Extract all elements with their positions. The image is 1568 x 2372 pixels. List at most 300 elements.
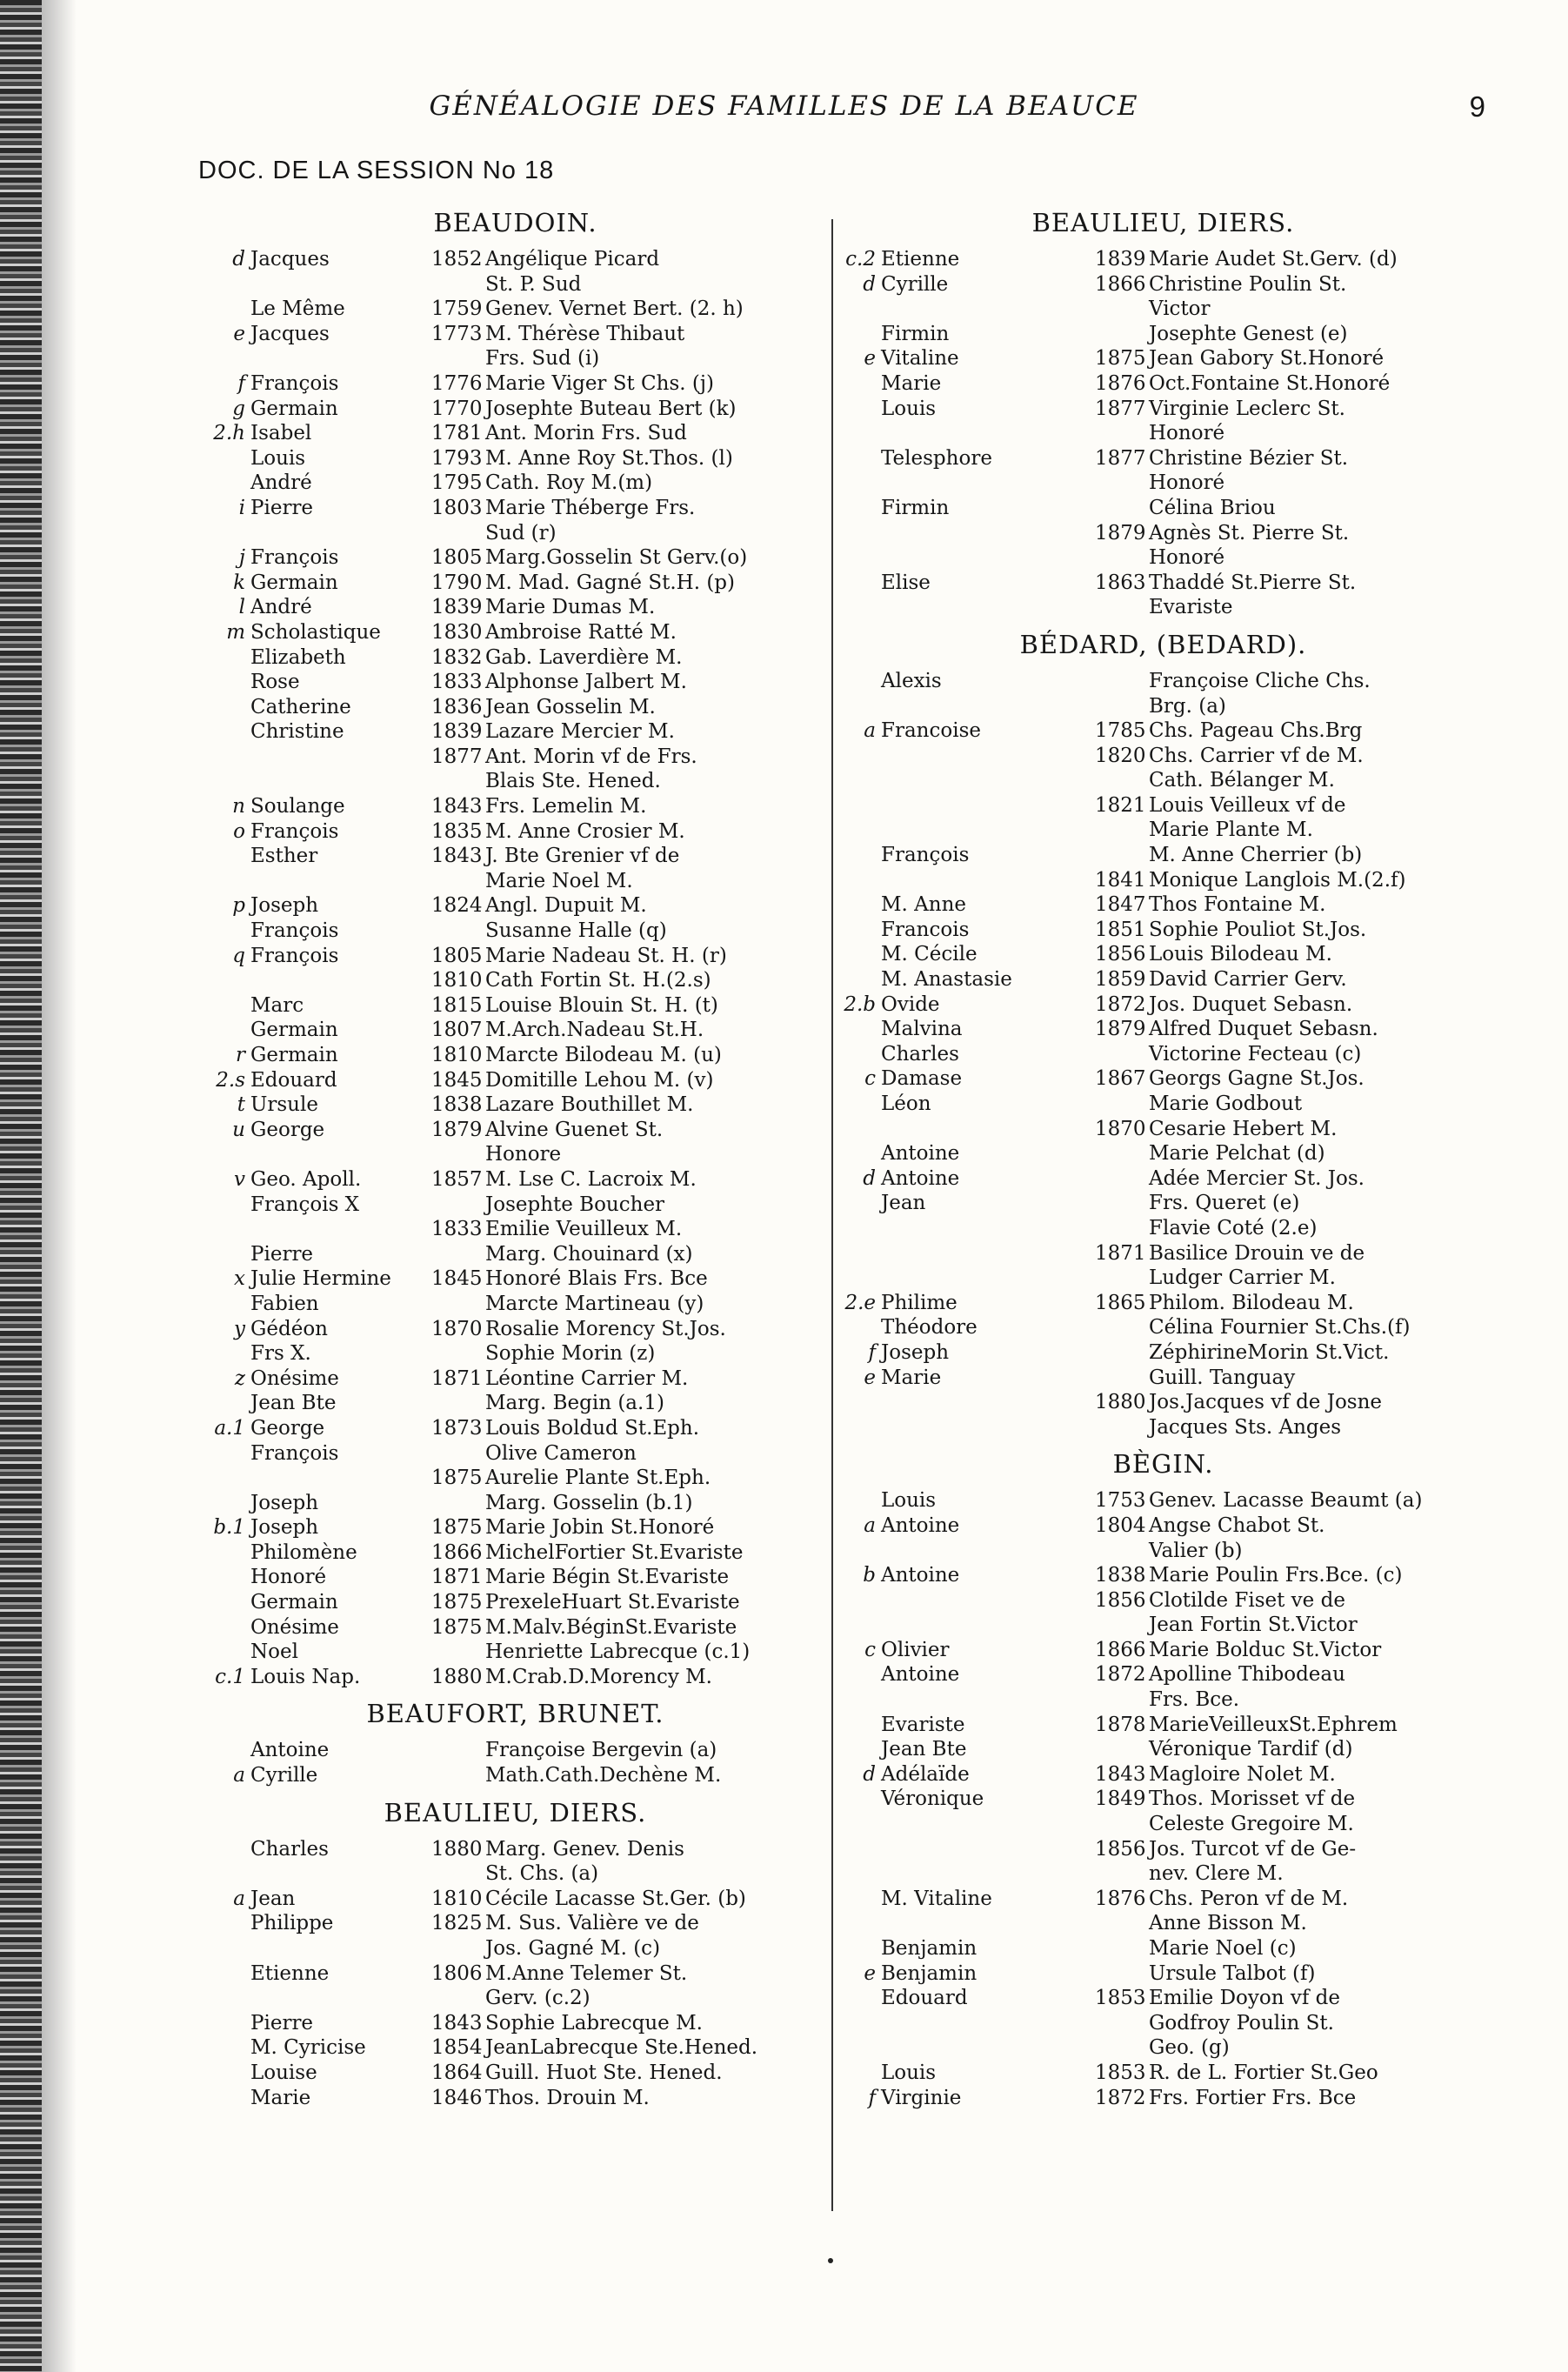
person-name: Théodore xyxy=(881,1316,977,1340)
person-name: Philomène xyxy=(250,1540,357,1564)
marriage-year: 1880 xyxy=(431,1665,483,1688)
marriage-year xyxy=(1095,545,1149,571)
person-name: Marie xyxy=(881,1366,942,1389)
marriage-year: 1871 xyxy=(1095,1241,1146,1265)
genealogy-entry xyxy=(839,1117,1487,1142)
reference-mark xyxy=(839,2011,881,2036)
person-name: Philippe xyxy=(250,1912,334,1935)
marriage-year xyxy=(1095,768,1149,793)
genealogy-entry xyxy=(839,793,1487,819)
reference-mark xyxy=(209,1193,250,1218)
reference-mark xyxy=(209,521,250,546)
genealogy-entry xyxy=(209,1837,822,1862)
person-name: Elise xyxy=(881,571,931,594)
marriage-year xyxy=(1095,2011,1149,2036)
spouse-and-parish: Chs. Pageau Chs.Brg xyxy=(1149,719,1363,743)
reference-mark xyxy=(839,1092,881,1117)
marriage-year: 1810 xyxy=(431,1044,483,1066)
spouse-and-parish: M.Arch.Nadeau St.H. xyxy=(485,1019,704,1042)
genealogy-entry xyxy=(839,1539,1487,1564)
reference-mark xyxy=(839,1315,881,1340)
person-name xyxy=(881,694,1095,719)
genealogy-entry xyxy=(839,272,1487,297)
marriage-year: 1875 xyxy=(431,1615,483,1639)
family-heading: BÈGIN. xyxy=(1112,1449,1214,1480)
marriage-year: 1863 xyxy=(1095,571,1146,594)
person-name: Telesphore xyxy=(881,446,992,470)
reference-mark xyxy=(839,1017,881,1042)
genealogy-entry xyxy=(839,1315,1487,1340)
reference-mark: a xyxy=(864,719,876,743)
person-name: Véronique xyxy=(881,1787,984,1811)
marriage-year: 1856 xyxy=(1095,1837,1146,1861)
reference-mark xyxy=(209,1738,250,1763)
genealogy-entry xyxy=(209,1043,822,1068)
genealogy-entry xyxy=(209,371,822,397)
spouse-and-parish: Marie Godbout xyxy=(1149,1092,1303,1115)
person-name: Onésime xyxy=(250,1366,339,1390)
reference-mark xyxy=(839,1216,881,1241)
person-name xyxy=(250,521,431,546)
genealogy-entry xyxy=(209,1217,822,1242)
reference-mark xyxy=(839,967,881,992)
spouse-and-parish: Marcte Bilodeau M. (u) xyxy=(485,1044,722,1066)
person-name: Alexis xyxy=(881,669,942,692)
reference-mark xyxy=(839,843,881,868)
genealogy-entry xyxy=(209,919,822,944)
spouse-and-parish: nev. Clere M. xyxy=(1149,1862,1284,1886)
marriage-year: 1875 xyxy=(431,1516,483,1540)
person-name: Vitaline xyxy=(881,347,959,371)
marriage-year xyxy=(1095,818,1149,843)
spouse-and-parish: Brg. (a) xyxy=(1149,694,1226,718)
genealogy-entry xyxy=(209,719,822,745)
genealogy-entry xyxy=(839,571,1487,596)
genealogy-entry xyxy=(209,1018,822,1043)
reference-mark xyxy=(839,471,881,496)
spouse-and-parish: Marg. Chouinard (x) xyxy=(485,1242,693,1266)
genealogy-entry xyxy=(839,1241,1487,1266)
reference-mark: x xyxy=(234,1267,245,1291)
marriage-year: 1803 xyxy=(431,496,483,519)
reference-mark: m xyxy=(226,620,245,644)
reference-mark: a.1 xyxy=(214,1416,245,1440)
person-name: Francoise xyxy=(881,719,981,743)
reference-mark xyxy=(839,942,881,967)
spouse-and-parish: Honoré xyxy=(1149,471,1225,495)
marriage-year: 1872 xyxy=(1095,1663,1146,1687)
reference-mark xyxy=(209,2086,250,2111)
marriage-year: 1753 xyxy=(1095,1489,1146,1513)
spouse-and-parish: Cécile Lacasse St.Ger. (b) xyxy=(485,1887,746,1910)
spouse-and-parish: Angélique Picard xyxy=(485,248,660,271)
reference-mark xyxy=(209,1292,250,1317)
reference-mark xyxy=(209,1936,250,1961)
reference-mark xyxy=(209,346,250,371)
reference-mark xyxy=(839,892,881,918)
marriage-year: 1880 xyxy=(431,1837,483,1861)
person-name: Ovide xyxy=(881,992,940,1016)
spouse-and-parish: Geo. (g) xyxy=(1149,2036,1230,2060)
genealogy-entry xyxy=(209,322,822,347)
marriage-year: 1853 xyxy=(1095,2061,1146,2084)
person-name xyxy=(881,1861,1095,1887)
reference-mark: u xyxy=(232,1118,245,1141)
reference-mark xyxy=(839,2061,881,2086)
genealogy-entry xyxy=(839,1986,1487,2011)
genealogy-entry xyxy=(839,496,1487,521)
reference-mark xyxy=(209,471,250,496)
genealogy-entry xyxy=(209,1441,822,1467)
person-name xyxy=(881,2011,1095,2036)
marriage-year: 1879 xyxy=(1095,1018,1146,1041)
person-name: Cyrille xyxy=(881,272,949,296)
marriage-year: 1879 xyxy=(431,1118,483,1141)
genealogy-entry xyxy=(209,1936,822,1961)
genealogy-entry xyxy=(839,1390,1487,1415)
marriage-year: 1807 xyxy=(431,1019,483,1042)
marriage-year: 1846 xyxy=(431,2086,483,2109)
genealogy-entry xyxy=(839,918,1487,943)
genealogy-entry xyxy=(209,571,822,596)
genealogy-entry xyxy=(839,2061,1487,2086)
marriage-year: 1845 xyxy=(431,1267,483,1291)
marriage-year: 1810 xyxy=(431,1887,483,1910)
genealogy-entry xyxy=(839,1563,1487,1588)
person-name: Germain xyxy=(250,1591,338,1614)
person-name xyxy=(881,1415,1095,1440)
reference-mark xyxy=(839,1737,881,1762)
marriage-year xyxy=(1095,1166,1149,1192)
spouse-and-parish: M. Anne Roy St.Thos. (l) xyxy=(485,446,733,470)
marriage-year xyxy=(1095,1266,1149,1291)
reference-mark xyxy=(209,2035,250,2061)
reference-mark: c xyxy=(864,1067,876,1091)
person-name xyxy=(881,1241,1095,1266)
reference-mark: c.2 xyxy=(845,248,876,271)
genealogy-entry xyxy=(209,1142,822,1167)
reference-mark: q xyxy=(232,944,245,967)
person-name: Fabien xyxy=(250,1292,319,1315)
person-name xyxy=(881,1812,1095,1837)
reference-mark xyxy=(839,1887,881,1912)
marriage-year: 1770 xyxy=(431,397,483,420)
reference-mark xyxy=(209,446,250,471)
genealogy-entry xyxy=(839,1861,1487,1887)
person-name: Adélaïde xyxy=(881,1762,970,1786)
marriage-year xyxy=(1095,421,1149,446)
marriage-year xyxy=(1095,1961,1149,1987)
person-name: Ursule xyxy=(250,1093,318,1117)
spouse-and-parish: Chs. Peron vf de M. xyxy=(1149,1887,1349,1910)
person-name: Louis xyxy=(881,397,937,420)
reference-mark xyxy=(839,1042,881,1067)
running-title: GÉNÉALOGIE DES FAMILLES DE LA BEAUCE xyxy=(429,90,1139,122)
person-name: Marie xyxy=(250,2086,311,2109)
marriage-year: 1835 xyxy=(431,819,483,843)
genealogy-entry xyxy=(839,1812,1487,1837)
genealogy-entry xyxy=(839,1513,1487,1539)
spouse-and-parish: Louise Blouin St. H. (t) xyxy=(485,993,718,1017)
family-heading: BÉDARD, (BEDARD). xyxy=(1019,629,1307,659)
genealogy-entry xyxy=(839,1662,1487,1687)
reference-mark xyxy=(209,1466,250,1491)
spouse-and-parish: Chs. Carrier vf de M. xyxy=(1149,744,1364,767)
marriage-year: 1851 xyxy=(1095,918,1146,941)
genealogy-entry xyxy=(839,1588,1487,1614)
marriage-year: 1879 xyxy=(1095,521,1146,545)
genealogy-entry xyxy=(839,818,1487,843)
genealogy-entry xyxy=(839,421,1487,446)
genealogy-entry xyxy=(839,397,1487,422)
reference-mark xyxy=(839,496,881,521)
spouse-and-parish: Josephte Buteau Bert (k) xyxy=(485,397,737,420)
marriage-year: 1843 xyxy=(431,845,483,868)
reference-mark: 2.b xyxy=(844,992,876,1016)
marriage-year: 1839 xyxy=(431,596,483,619)
person-name: Catherine xyxy=(250,695,351,718)
genealogy-entry xyxy=(839,892,1487,918)
spouse-and-parish: Josephte Boucher xyxy=(485,1193,665,1216)
marriage-year: 1843 xyxy=(431,795,483,819)
spouse-and-parish: M. Anne Crosier M. xyxy=(485,819,685,843)
genealogy-entry xyxy=(209,496,822,521)
person-name: Antoine xyxy=(881,1142,960,1166)
person-name: Joseph xyxy=(250,1491,319,1514)
person-name xyxy=(250,1986,431,2011)
reference-mark: o xyxy=(233,819,245,843)
person-name: Damase xyxy=(881,1067,963,1091)
reference-mark: 2.h xyxy=(213,422,245,445)
genealogy-entry xyxy=(209,1861,822,1887)
genealogy-entry xyxy=(209,1590,822,1615)
person-name: André xyxy=(250,596,312,619)
reference-mark: a xyxy=(233,1764,245,1787)
spouse-and-parish: Virginie Leclerc St. xyxy=(1149,397,1345,420)
marriage-year: 1833 xyxy=(431,671,483,694)
genealogy-entry xyxy=(839,718,1487,744)
marriage-year: 1856 xyxy=(1095,1588,1146,1612)
marriage-year xyxy=(431,769,485,794)
genealogy-entry xyxy=(209,745,822,770)
spouse-and-parish: Françoise Cliche Chs. xyxy=(1149,669,1371,692)
reference-mark: f xyxy=(237,371,245,395)
person-name xyxy=(250,968,431,993)
marriage-year xyxy=(1095,1687,1149,1713)
spouse-and-parish: M. Thérèse Thibaut xyxy=(485,322,685,345)
marriage-year: 1785 xyxy=(1095,719,1146,743)
spouse-and-parish: M.Crab.D.Morency M. xyxy=(485,1665,712,1688)
person-name: Cyrille xyxy=(250,1764,318,1787)
reference-mark xyxy=(839,744,881,769)
marriage-year xyxy=(1095,297,1149,322)
genealogy-entry xyxy=(839,1638,1487,1663)
person-name: Antoine xyxy=(250,1739,330,1762)
spouse-and-parish: Alphonse Jalbert M. xyxy=(485,671,687,694)
person-name xyxy=(881,1588,1095,1614)
reference-mark xyxy=(839,2035,881,2061)
reference-mark xyxy=(839,1390,881,1415)
person-name xyxy=(250,769,431,794)
spouse-and-parish: Oct.Fontaine St.Honoré xyxy=(1149,371,1391,395)
genealogy-entry xyxy=(839,297,1487,322)
person-name: Louis Nap. xyxy=(250,1665,361,1688)
reference-mark xyxy=(839,1117,881,1142)
reference-mark xyxy=(209,1540,250,1566)
reference-mark xyxy=(839,1812,881,1837)
genealogy-entry xyxy=(839,694,1487,719)
spouse-and-parish: Alfred Duquet Sebasn. xyxy=(1149,1018,1378,1041)
person-name: Pierre xyxy=(250,1242,314,1266)
genealogy-entry xyxy=(839,1191,1487,1216)
spouse-and-parish: Basilice Drouin ve de xyxy=(1149,1241,1365,1265)
marriage-year xyxy=(1095,1812,1149,1837)
marriage-year xyxy=(431,1936,485,1961)
marriage-year: 1866 xyxy=(1095,1638,1146,1661)
spouse-and-parish: Angl. Dupuit M. xyxy=(485,894,647,918)
reference-mark: i xyxy=(238,496,245,519)
spouse-and-parish: Louis Boldud St.Eph. xyxy=(485,1416,700,1440)
spouse-and-parish: Marg. Genev. Denis xyxy=(485,1837,684,1861)
genealogy-entry xyxy=(209,993,822,1019)
person-name xyxy=(250,1217,431,1242)
spouse-and-parish: Jean Fortin St.Victor xyxy=(1149,1614,1358,1637)
person-name: Jacques xyxy=(250,248,330,271)
spouse-and-parish: Susanne Halle (q) xyxy=(485,919,667,943)
person-name: Léon xyxy=(881,1092,931,1115)
marriage-year: 1871 xyxy=(431,1366,483,1390)
genealogy-entry xyxy=(209,844,822,869)
genealogy-entry xyxy=(209,421,822,446)
spouse-and-parish: Guill. Huot Ste. Hened. xyxy=(485,2061,723,2084)
genealogy-entry xyxy=(839,247,1487,272)
marriage-year xyxy=(431,1763,485,1788)
spouse-and-parish: Olive Cameron xyxy=(485,1441,637,1465)
person-name: Antoine xyxy=(881,1513,960,1537)
reference-mark xyxy=(839,297,881,322)
marriage-year: 1824 xyxy=(431,894,483,918)
spouse-and-parish: Guill. Tanguay xyxy=(1149,1366,1296,1389)
person-name: Jean xyxy=(881,1192,926,1215)
reference-mark: b xyxy=(863,1564,876,1587)
person-name: Francois xyxy=(881,918,970,941)
genealogy-entry xyxy=(839,744,1487,769)
reference-mark: a xyxy=(864,1513,876,1537)
marriage-year: 1805 xyxy=(431,546,483,570)
genealogy-entry xyxy=(839,669,1487,694)
spouse-and-parish: Christine Bézier St. xyxy=(1149,446,1349,470)
spouse-and-parish: Ursule Talbot (f) xyxy=(1149,1961,1316,1985)
spouse-and-parish: Frs. Sud (i) xyxy=(485,347,600,371)
person-name xyxy=(881,744,1095,769)
genealogy-entry xyxy=(209,247,822,272)
reference-mark: j xyxy=(238,546,245,570)
reference-mark xyxy=(209,1640,250,1665)
spouse-and-parish: Domitille Lehou M. (v) xyxy=(485,1068,714,1092)
spouse-and-parish: Jean Gosselin M. xyxy=(485,695,656,718)
reference-mark: d xyxy=(863,1166,876,1190)
marriage-year xyxy=(1095,1861,1149,1887)
spouse-and-parish: Cesarie Hebert M. xyxy=(1149,1117,1338,1140)
scanned-page-edge xyxy=(0,0,42,2372)
family-heading: BEAULIEU, DIERS. xyxy=(1031,208,1295,237)
spouse-and-parish: Frs. Fortier Frs. Bce xyxy=(1149,2086,1357,2109)
reference-mark xyxy=(209,869,250,894)
person-name: Benjamin xyxy=(881,1937,977,1960)
genealogy-entry xyxy=(209,893,822,919)
person-name: André xyxy=(250,471,312,495)
spouse-and-parish: ZéphirineMorin St.Vict. xyxy=(1149,1340,1390,1364)
reference-mark: c xyxy=(864,1638,876,1661)
spouse-and-parish: Magloire Nolet M. xyxy=(1149,1762,1336,1786)
spouse-and-parish: Ambroise Ratté M. xyxy=(485,620,677,644)
marriage-year xyxy=(1095,1911,1149,1936)
spouse-and-parish: Célina Briou xyxy=(1149,496,1276,519)
spouse-and-parish: Jos.Jacques vf de Josne xyxy=(1149,1391,1383,1414)
reference-mark xyxy=(209,1018,250,1043)
reference-mark: a xyxy=(233,1887,245,1910)
person-name: George xyxy=(250,1118,325,1141)
genealogy-entry xyxy=(839,1092,1487,1117)
marriage-year: 1805 xyxy=(431,944,483,967)
spouse-and-parish: Math.Cath.Dechène M. xyxy=(485,1764,722,1787)
person-name: Frs X. xyxy=(250,1342,311,1366)
person-name: François X xyxy=(250,1193,360,1216)
genealogy-entry xyxy=(209,1118,822,1143)
marriage-year xyxy=(431,1292,485,1317)
marriage-year xyxy=(1095,1366,1149,1391)
reference-mark: e xyxy=(864,1961,876,1985)
marriage-year: 1870 xyxy=(1095,1117,1146,1140)
person-name xyxy=(881,1390,1095,1415)
person-name: George xyxy=(250,1416,325,1440)
marriage-year: 1876 xyxy=(1095,1887,1146,1910)
spouse-and-parish: R. de L. Fortier St.Geo xyxy=(1149,2061,1378,2084)
marriage-year: 1820 xyxy=(1095,744,1146,767)
marriage-year xyxy=(1095,1340,1149,1366)
marriage-year: 1839 xyxy=(431,720,483,744)
reference-mark xyxy=(209,645,250,671)
marriage-year: 1845 xyxy=(431,1068,483,1092)
marriage-year xyxy=(431,1391,485,1416)
spouse-and-parish: Agnès St. Pierre St. xyxy=(1149,521,1350,545)
genealogy-entry xyxy=(209,297,822,322)
family-heading: BEAULIEU, DIERS. xyxy=(384,1797,647,1827)
spouse-and-parish: Thos. Morisset vf de xyxy=(1149,1787,1356,1811)
spouse-and-parish: Frs. Queret (e) xyxy=(1149,1192,1300,1215)
genealogy-entry xyxy=(839,1042,1487,1067)
marriage-year xyxy=(431,1193,485,1218)
spouse-and-parish: MichelFortier St.Evariste xyxy=(485,1540,744,1564)
spouse-and-parish: Cath. Roy M.(m) xyxy=(485,471,653,495)
right-column xyxy=(839,198,1487,2110)
marriage-year: 1872 xyxy=(1095,992,1146,1016)
genealogy-entry xyxy=(209,1366,822,1392)
marriage-year xyxy=(1095,1191,1149,1216)
reference-mark xyxy=(839,1713,881,1738)
person-name: Esther xyxy=(250,845,318,868)
genealogy-entry xyxy=(209,1961,822,1987)
genealogy-entry xyxy=(839,992,1487,1018)
reference-mark xyxy=(839,793,881,819)
spouse-and-parish: Ant. Morin vf de Frs. xyxy=(485,745,697,768)
reference-mark xyxy=(839,1986,881,2011)
genealogy-entry xyxy=(839,371,1487,397)
person-name: François xyxy=(881,844,970,867)
genealogy-entry xyxy=(839,1415,1487,1440)
reference-mark xyxy=(209,919,250,944)
spouse-and-parish: Ant. Morin Frs. Sud xyxy=(485,422,687,445)
